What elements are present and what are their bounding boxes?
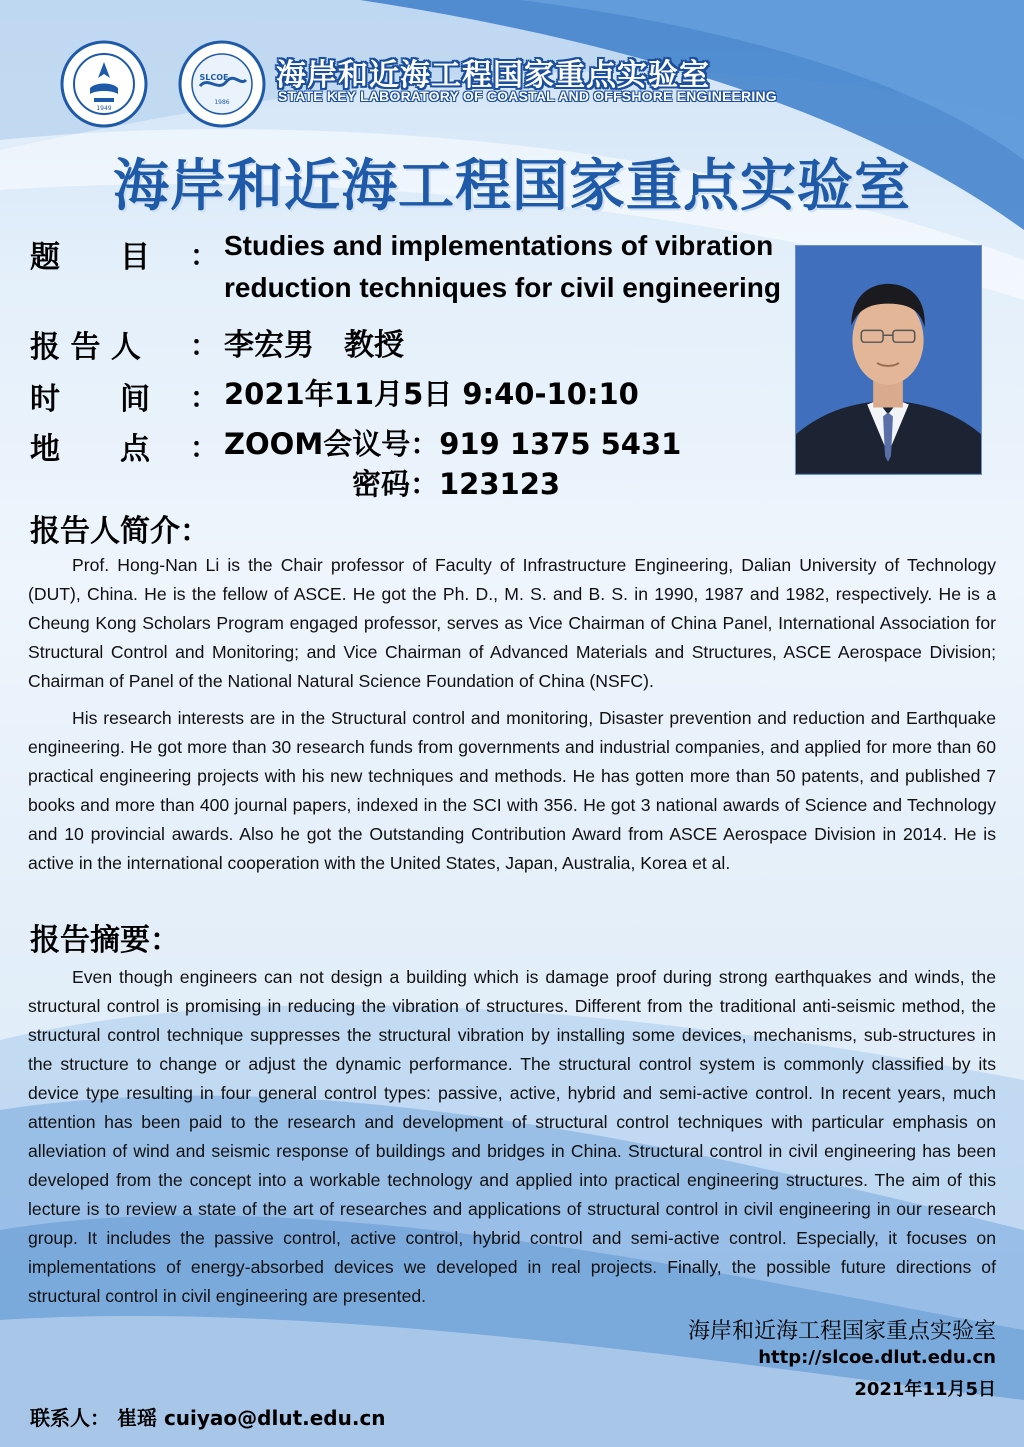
main-title: 海岸和近海工程国家重点实验室	[113, 154, 911, 219]
slcoe-logo-year: 1986	[214, 99, 230, 106]
lab-name-cn: 海岸和近海工程国家重点实验室	[276, 58, 710, 93]
slcoe-logo-text: SLCOE	[199, 73, 229, 82]
place-label: 地 点	[30, 432, 150, 467]
contact-info	[30, 1402, 386, 1431]
speaker-name: 李宏男 教授	[224, 328, 404, 363]
contact-name: 崔瑶	[116, 1406, 157, 1430]
speaker-label: 报 告 人	[30, 330, 141, 365]
bio-paragraph-1: Prof. Hong-Nan Li is the Chair professor of Faculty of Infrastructure Engineering, Dalian University of Technology (DUT), China. He is the fellow of ASCE. He got the Ph. D., M. S. and B. S. in 1990, 1987 and 1982, respectively. He is a Cheung Kong Scholars Program engaged professor, serves as Vice Chairman of China Panel, International Association for Structural Control and Monitoring; and Vice Chairman of Advanced Materials and Structures, ASCE Aerospace Division; Chairman of Panel of the National Natural Science Foundation of China (NSFC).	[28, 555, 996, 691]
topic-line-1: Studies and implementations of vibration	[224, 230, 774, 261]
footer-date: 2021年11月5日	[854, 1379, 996, 1400]
slcoe-logo	[178, 40, 266, 128]
abstract-paragraph: Even though engineers can not design a building which is damage proof during strong earthquakes and winds, the structural control is promising in reducing the vibration of structures. Different from the traditional anti-seismic method, the structural control technique suppresses the structural vibration by installing some devices, mechanisms, sub-structures in the structure to change or adjust the dynamic performance. The structural control system is commonly classified by its device type resulting in four general control types: passive, active, hybrid and semi-active control. In recent years, much attention has been paid to the research and development of structural control techniques with particular emphasis on alleviation of wind and seismic response of buildings and bridges in China. Structural control in civil engineering has been developed from the concept into a workable technology and applied into practical engineering structures. The aim of this lecture is to review a state of the art of researches and applications of structural control in civil engineering in our research group. It includes the passive control, active control, hybrid control and semi-active control. Especially, it focuses on implementations of energy-absorbed devices we developed in real projects. Finally, the possible future directions of structural control in civil engineering are presented.	[28, 967, 996, 1306]
time-label: 时 间	[30, 382, 150, 417]
speaker-photo	[795, 245, 982, 475]
zoom-meeting-id: ZOOM会议号：919 1375 5431	[224, 427, 682, 461]
bio-heading: 报告人简介：	[30, 514, 210, 549]
topic-colon: ：	[190, 239, 219, 272]
time-colon: ：	[190, 381, 219, 414]
place-colon: ：	[190, 431, 219, 464]
time-value: 2021年11月5日 9:40-10:10	[224, 377, 639, 411]
dut-logo	[60, 40, 148, 128]
zoom-password: 密码：123123	[352, 467, 561, 501]
footer-org: 海岸和近海工程国家重点实验室	[687, 1319, 996, 1344]
footer-url[interactable]: http://slcoe.dlut.edu.cn	[758, 1347, 996, 1368]
contact-email[interactable]: cuiyao@dlut.edu.cn	[163, 1406, 386, 1430]
speaker-colon: ：	[190, 329, 219, 362]
topic-line-2: reduction techniques for civil engineering	[224, 272, 781, 303]
dut-logo-year: 1949	[96, 105, 112, 112]
contact-label: 联系人：	[30, 1406, 110, 1430]
topic-label: 题 目	[30, 240, 150, 275]
lab-name-en: STATE KEY LABORATORY OF COASTAL AND OFFSHORE ENGINEERING	[278, 88, 777, 104]
bio-paragraph-2: His research interests are in the Structural control and monitoring, Disaster prevention and reduction and Earthquake engineering. He got more than 30 research funds from governments and industrial companies, and applied for more than 60 practical engineering projects with his new techniques and methods. He has gotten more than 50 patents, and published 7 books and more than 400 journal papers, indexed in the SCI with 356. He got 3 national awards of Science and Technology and 10 provincial awards. Also he got the Outstanding Contribution Award from ASCE Aerospace Division in 2014. He is active in the international cooperation with the United States, Japan, Australia, Korea et al.	[28, 708, 996, 873]
abstract-heading: 报告摘要：	[30, 923, 180, 958]
